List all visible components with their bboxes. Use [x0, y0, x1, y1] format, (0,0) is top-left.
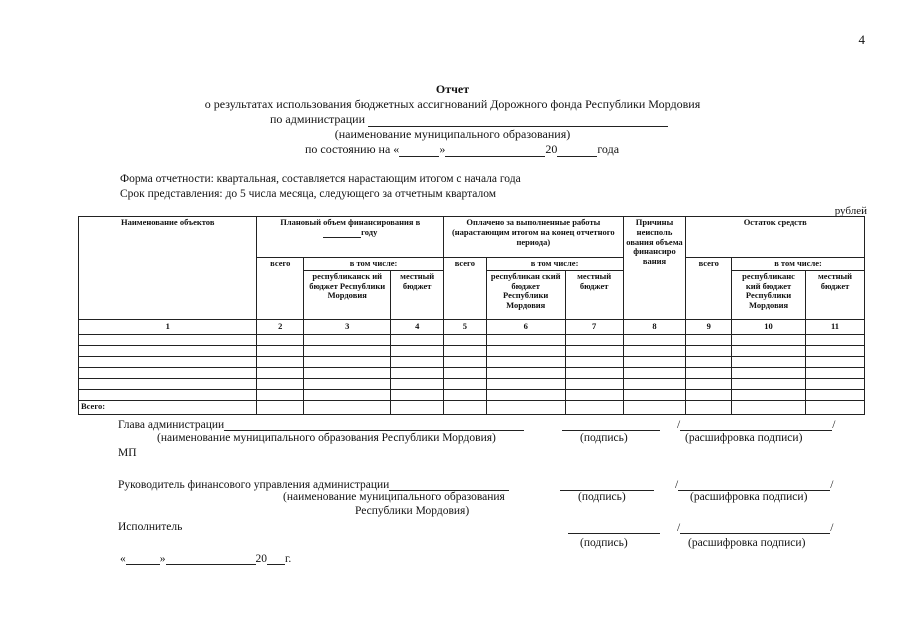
head-name-blank [224, 418, 524, 431]
report-table [78, 216, 865, 415]
col-num: 2 [257, 319, 304, 334]
header-plan-year: году [361, 227, 378, 237]
col-num: 9 [686, 319, 732, 334]
finance-label: Руководитель финансового управления администрации [118, 479, 390, 491]
deadline-line: Срок представления: до 5 числа месяца, следующего за отчетным кварталом [120, 188, 497, 200]
admin-prefix: по администрации [270, 112, 366, 126]
date-suffix: года [597, 142, 620, 156]
plan-local-budget: местный бюджет [391, 270, 444, 319]
signing-year-suffix: г. [285, 553, 292, 565]
date-open: « [120, 553, 126, 565]
stamp-label: МП [118, 447, 137, 459]
date-prefix: по состоянию на « [305, 142, 400, 156]
paid-total: всего [444, 258, 487, 320]
head-decoding-hint: (расшифровка подписи) [685, 432, 803, 444]
header-paid: Оплачено за выполненные работы (нарастающим итогом на конец отчетного периода) [444, 217, 624, 258]
column-number-row [79, 319, 865, 334]
table-row [79, 356, 865, 367]
col-num: 11 [806, 319, 865, 334]
col-num: 4 [391, 319, 444, 334]
balance-rep-budget: республиканс кий бюджет Республики Мордовия [732, 270, 806, 319]
head-hint: (наименование муниципального образования Республики Мордовия) [157, 432, 496, 444]
balance-local-budget: местный бюджет [806, 270, 865, 319]
date-close: » [159, 553, 166, 565]
date-line [305, 142, 619, 157]
executor-decoding-hint: (расшифровка подписи) [688, 537, 806, 549]
plan-incl: в том числе: [304, 258, 444, 271]
col-num: 10 [732, 319, 806, 334]
header-reasons: Причины неисполь ования объема финансиро вания [623, 217, 686, 320]
report-subtitle: о результатах использования бюджетных ассигнований Дорожного фонда Республики Мордовия [204, 97, 701, 111]
currency-label: рублей [834, 205, 867, 217]
col-num: 5 [444, 319, 487, 334]
paid-local-budget: местный бюджет [565, 270, 623, 319]
col-num: 6 [486, 319, 565, 334]
report-title: Отчет [435, 82, 470, 96]
finance-name-blank [389, 478, 509, 491]
finance-decoding-blank: / / [675, 479, 834, 491]
header-plan [257, 217, 444, 258]
header-objects: Наименование объектов [79, 217, 257, 320]
executor-label: Исполнитель [118, 521, 183, 533]
finance-signature-hint: (подпись) [578, 491, 626, 503]
col-num: 7 [565, 319, 623, 334]
plan-total: всего [257, 258, 304, 320]
municipality-hint: (наименование муниципального образования) [334, 127, 571, 141]
table-row [79, 389, 865, 400]
executor-signature-hint: (подпись) [580, 537, 628, 549]
signing-date-line [120, 552, 291, 565]
admin-blank [368, 114, 668, 127]
head-label: Глава администрации [118, 419, 225, 431]
table-row [79, 334, 865, 345]
page-number: 4 [858, 32, 865, 47]
table-row [79, 378, 865, 389]
finance-signature-blank [560, 478, 654, 491]
header-balance: Остаток средств [686, 217, 865, 258]
admin-line [270, 112, 668, 127]
col-num: 1 [79, 319, 257, 334]
executor-signature-blank [568, 521, 660, 534]
plan-year-blank [323, 228, 361, 238]
paid-rep-budget: республикан ский бюджет Республики Мордовия [486, 270, 565, 319]
finance-hint-1: (наименование муниципального образования [283, 491, 505, 503]
day-blank [399, 144, 439, 157]
col-num: 3 [304, 319, 391, 334]
plan-rep-budget: республиканск ий бюджет Республики Мордовия [304, 270, 391, 319]
finance-decoding-hint: (расшифровка подписи) [690, 491, 808, 503]
total-row [79, 400, 865, 414]
head-decoding-blank: / / [677, 419, 836, 431]
date-year: 20 [545, 142, 558, 156]
total-label: Всего: [79, 400, 257, 414]
balance-incl: в том числе: [732, 258, 865, 271]
balance-total: всего [686, 258, 732, 320]
col-num: 8 [623, 319, 686, 334]
paid-incl: в том числе: [486, 258, 623, 271]
head-signature-blank [562, 418, 660, 431]
header-plan-text: Плановый объем финансирования в [280, 217, 421, 227]
finance-signature-line [118, 478, 509, 491]
signing-year: 20 [255, 553, 267, 565]
executor-decoding-blank: / / [677, 522, 834, 534]
table-row [79, 367, 865, 378]
date-mid: » [439, 142, 446, 156]
head-signature-hint: (подпись) [580, 432, 628, 444]
form-line: Форма отчетности: квартальная, составляется нарастающим итогом с начала года [120, 173, 521, 185]
finance-hint-2: Республики Мордовия) [355, 505, 470, 517]
table-row [79, 345, 865, 356]
head-signature-line [118, 418, 524, 431]
year-blank [557, 144, 597, 157]
month-blank [445, 144, 545, 157]
